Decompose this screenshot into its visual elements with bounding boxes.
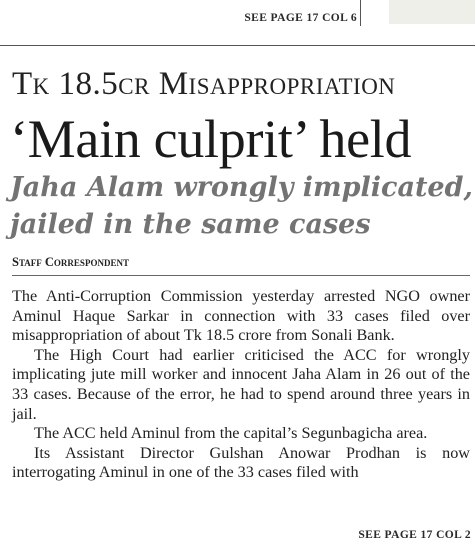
article-paragraph: The ACC held Aminul from the capital’s Segunbagicha area. bbox=[34, 424, 428, 443]
article-body bbox=[12, 287, 470, 483]
article-kicker: Tk 18.5cr Misappropriation bbox=[12, 66, 396, 102]
article-paragraph: The Anti-Corruption Commission yesterday arrested NGO owner Aminul Haque Sarkar in connection with 33 cases filed over misappropriation of about Tk 18.5 crore from Sonali Bank. bbox=[12, 287, 470, 345]
continuation-reference-bottom: SEE PAGE 17 COL 2 bbox=[352, 529, 471, 541]
article-subhead-line-1: Jaha Alam wrongly implicated, bbox=[10, 172, 473, 203]
article-headline: ‘Main culprit’ held bbox=[10, 109, 412, 169]
continuation-reference-top: SEE PAGE 17 COL 6 bbox=[244, 12, 357, 24]
article-paragraph: The High Court had earlier criticised the ACC for wrongly implicating jute mill worker and innocent Jaha Alam in 26 out of the 33 cases. Because of the error, he had to spend around three years in jail. bbox=[12, 345, 470, 423]
article-subhead-line-2: jailed in the same cases bbox=[10, 209, 371, 240]
column-divider bbox=[360, 0, 361, 26]
article-paragraph: Its Assistant Director Gulshan Anowar Prodhan is now interrogating Aminul in one of the 33 cases filed with bbox=[12, 443, 470, 482]
article-byline: Staff Correspondent bbox=[12, 255, 129, 269]
byline-rule bbox=[12, 275, 470, 276]
header-rule bbox=[0, 45, 475, 46]
adjacent-column-box bbox=[389, 0, 475, 24]
page-header-strip bbox=[0, 0, 475, 45]
